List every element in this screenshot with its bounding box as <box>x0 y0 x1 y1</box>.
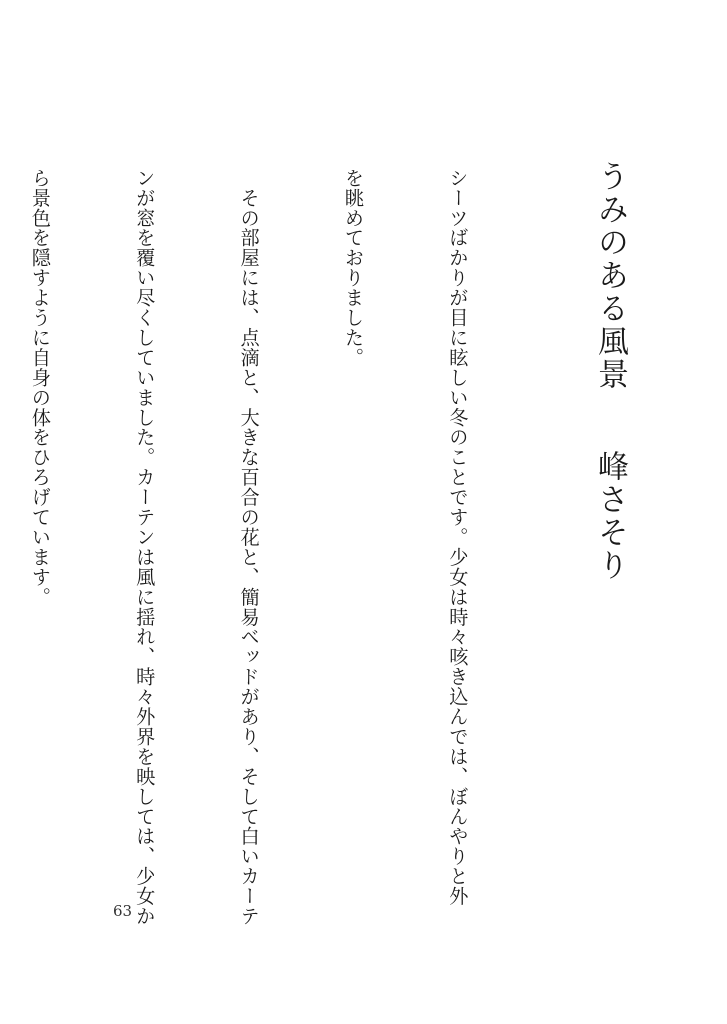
text-line: その部屋には、点滴と、大きな百合の花と、簡易ベッドがあり、そして白いカーテ <box>237 168 261 927</box>
title-block <box>580 160 640 880</box>
text-line: を眺めておりました。 <box>342 168 366 368</box>
story-title: うみのある風景 <box>592 160 628 391</box>
text-line: シーツばかりが目に眩しい冬のことです。少女は時々咳き込んでは、ぼんやりと外 <box>446 168 470 907</box>
page-number: 63 <box>113 902 133 920</box>
author-name: 峰さそり <box>592 450 628 582</box>
text-line: ンが窓を覆い尽くしていました。カーテンは風に揺れ、時々外界を映しては、少女か <box>133 168 157 927</box>
text-line: ら景色を隠すように自身の体をひろげています。 <box>28 168 52 607</box>
